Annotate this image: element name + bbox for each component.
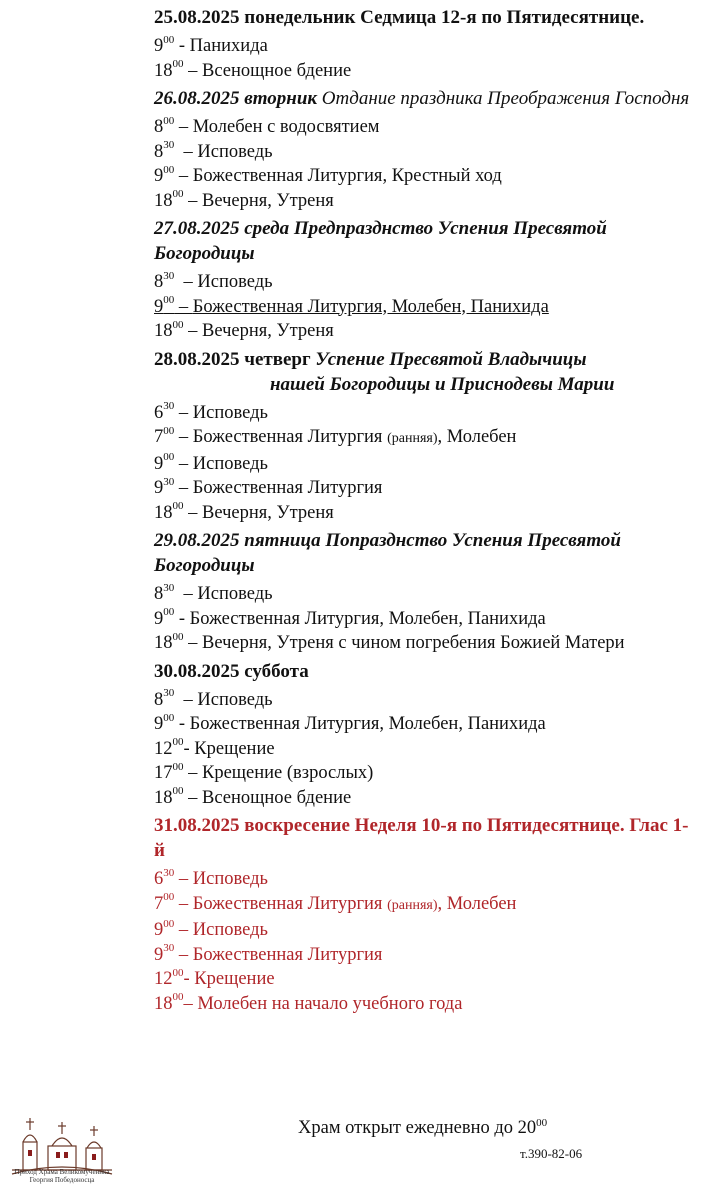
service-time-minutes: 00 xyxy=(172,966,184,979)
service-separator: – xyxy=(174,869,193,889)
service-time-minutes: 30 xyxy=(163,866,175,879)
service-item xyxy=(154,631,694,656)
service-time: 9 xyxy=(154,36,164,56)
service-name: Исповедь xyxy=(197,272,273,292)
day-heading xyxy=(154,812,694,863)
service-time: 9 xyxy=(154,296,164,317)
service-item xyxy=(154,918,694,943)
service-item xyxy=(154,607,694,632)
service-separator: – xyxy=(174,689,198,710)
schedule-day xyxy=(154,215,694,344)
service-separator: - xyxy=(174,714,190,734)
service-name-suffix: , Молебен xyxy=(437,893,517,914)
service-time: 6 xyxy=(154,402,164,423)
day-heading xyxy=(154,85,694,111)
service-name: Всенощное бдение xyxy=(202,787,352,808)
service-item xyxy=(154,401,694,426)
service-time-minutes: 00 xyxy=(172,760,184,773)
service-name: Вечерня, Утреня xyxy=(202,190,334,211)
service-item xyxy=(154,270,694,295)
service-separator: – xyxy=(174,402,193,423)
heading-text: Отдание праздника Преображения Господня xyxy=(321,88,690,109)
service-time-minutes: 30 xyxy=(163,942,175,955)
service-separator: - xyxy=(174,36,190,56)
service-separator: - xyxy=(183,738,195,759)
service-item xyxy=(154,786,694,811)
service-time: 6 xyxy=(154,869,164,889)
service-item xyxy=(154,712,694,737)
service-time-minutes: 30 xyxy=(163,139,175,152)
service-time-minutes: 00 xyxy=(172,785,184,798)
service-name: Божественная Литургия xyxy=(192,893,388,914)
day-heading xyxy=(154,658,694,684)
service-time-minutes: 00 xyxy=(172,500,184,513)
service-item xyxy=(154,867,694,892)
service-time-minutes: 00 xyxy=(163,424,175,437)
service-name: Молебен с водосвятием xyxy=(192,117,380,137)
service-separator: – xyxy=(174,584,198,604)
schedule-day xyxy=(154,4,694,83)
service-time: 18 xyxy=(154,633,173,653)
service-time: 7 xyxy=(154,427,164,447)
service-item xyxy=(154,501,694,526)
schedule-day xyxy=(154,812,694,1016)
service-item xyxy=(154,34,694,59)
service-name: Божественная Литургия, Молебен, Панихида xyxy=(189,714,546,734)
heading-text: Успение Пресвятой Владычицы xyxy=(315,348,587,370)
service-name: Исповедь xyxy=(192,920,268,940)
service-separator: – xyxy=(174,296,193,317)
open-hours-sup: 00 xyxy=(536,1116,548,1129)
logo-caption: Приход Храма Великомученика Георгия Победоносца xyxy=(14,1168,110,1184)
service-separator: – xyxy=(174,272,198,292)
service-time: 9 xyxy=(154,944,164,965)
service-item xyxy=(154,688,694,713)
service-separator: – xyxy=(174,453,193,474)
service-time-minutes: 00 xyxy=(172,58,184,71)
service-time: 18 xyxy=(154,787,173,808)
service-separator: – xyxy=(174,944,193,965)
schedule-day xyxy=(154,527,694,656)
service-time: 9 xyxy=(154,714,164,734)
service-name: Крещение xyxy=(194,738,275,759)
heading-text: нашей Богородицы и Приснодевы Марии xyxy=(270,373,615,395)
service-time: 9 xyxy=(154,608,164,629)
service-time: 8 xyxy=(154,689,164,710)
service-item xyxy=(154,319,694,344)
service-separator: – xyxy=(183,787,202,808)
service-time-minutes: 30 xyxy=(163,269,175,282)
service-item xyxy=(154,892,694,919)
service-time: 9 xyxy=(154,453,164,474)
service-separator: – xyxy=(174,141,198,162)
phone-number: т.390-82-06 xyxy=(520,1146,583,1161)
service-separator: – xyxy=(183,993,198,1014)
service-time-minutes: 30 xyxy=(163,687,175,700)
service-time-minutes: 00 xyxy=(163,163,175,176)
service-separator: – xyxy=(183,763,202,783)
service-time: 8 xyxy=(154,272,164,292)
service-separator: – xyxy=(183,60,202,81)
service-separator: – xyxy=(174,920,193,940)
service-time: 18 xyxy=(154,502,173,523)
service-time-minutes: 30 xyxy=(163,400,175,413)
service-name: Исповедь xyxy=(192,453,268,474)
service-item xyxy=(154,943,694,968)
service-name: Крещение xyxy=(194,969,275,989)
service-name: Вечерня, Утреня с чином погребения Божией Матери xyxy=(202,633,625,653)
service-item xyxy=(154,476,694,501)
service-separator: - xyxy=(183,969,195,989)
service-time: 7 xyxy=(154,893,164,914)
service-time-minutes: 00 xyxy=(172,318,184,331)
service-separator: – xyxy=(174,893,193,914)
service-separator: – xyxy=(174,166,193,186)
service-time-minutes: 00 xyxy=(172,630,184,643)
service-note: (ранняя) xyxy=(387,431,438,446)
service-time: 8 xyxy=(154,117,164,137)
service-name: Исповедь xyxy=(197,584,273,604)
service-time: 18 xyxy=(154,190,173,211)
service-name: Исповедь xyxy=(192,402,268,423)
service-name-suffix: , Молебен xyxy=(437,427,517,447)
service-separator: – xyxy=(174,478,193,498)
service-item xyxy=(154,967,694,992)
schedule-day xyxy=(154,346,694,526)
service-separator: – xyxy=(174,117,193,137)
service-name: Божественная Литургия xyxy=(192,944,383,965)
schedule-day xyxy=(154,658,694,811)
service-time: 9 xyxy=(154,920,164,940)
service-time: 18 xyxy=(154,321,173,341)
service-time-minutes: 00 xyxy=(172,991,184,1004)
service-name: Крещение (взрослых) xyxy=(202,763,374,783)
service-time: 9 xyxy=(154,166,164,186)
service-note: (ранняя) xyxy=(387,897,438,913)
service-time: 18 xyxy=(154,60,173,81)
service-name: Вечерня, Утреня xyxy=(202,321,334,341)
service-time-minutes: 00 xyxy=(163,451,175,464)
heading-text: 31.08.2025 воскресение Неделя 10-я по Пятидесятнице. Глас 1-й xyxy=(154,815,689,861)
service-time-minutes: 00 xyxy=(163,917,175,930)
service-time-minutes: 00 xyxy=(163,711,175,724)
service-name: Божественная Литургия xyxy=(192,427,388,447)
service-name: Божественная Литургия, Крестный ход xyxy=(192,166,502,186)
service-name: Вечерня, Утреня xyxy=(202,502,334,523)
service-name: Исповедь xyxy=(192,869,268,889)
service-time-minutes: 00 xyxy=(172,736,184,749)
service-name: Всенощное бдение xyxy=(202,60,352,81)
heading-text: 29.08.2025 пятница Попразднство Успения Пресвятой Богородицы xyxy=(154,530,621,576)
service-time: 9 xyxy=(154,478,164,498)
service-item xyxy=(154,189,694,214)
heading-text: 27.08.2025 среда Предпразднство Успения Пресвятой Богородицы xyxy=(154,218,607,264)
day-heading xyxy=(154,4,694,30)
service-item xyxy=(154,59,694,84)
service-item xyxy=(154,737,694,762)
service-time-minutes: 00 xyxy=(163,294,175,307)
service-name: Молебен на начало учебного года xyxy=(197,993,463,1014)
service-time-minutes: 00 xyxy=(163,33,175,46)
service-item xyxy=(154,452,694,477)
service-item xyxy=(154,582,694,607)
service-time-minutes: 00 xyxy=(163,114,175,127)
open-hours-text: Храм открыт ежедневно до 20 xyxy=(298,1118,537,1138)
service-name: Панихида xyxy=(189,36,268,56)
heading-text: 25.08.2025 понедельник Седмица 12-я по Пятидесятнице. xyxy=(154,7,645,28)
open-hours-note xyxy=(298,1118,547,1139)
service-time-minutes: 30 xyxy=(163,581,175,594)
service-separator: – xyxy=(183,190,202,211)
service-name: Исповедь xyxy=(197,689,273,710)
service-separator: – xyxy=(183,502,202,523)
service-item xyxy=(154,115,694,140)
service-time: 12 xyxy=(154,738,173,759)
service-item xyxy=(154,164,694,189)
service-time: 8 xyxy=(154,584,164,604)
service-separator: – xyxy=(183,321,202,341)
service-name: Исповедь xyxy=(197,141,273,162)
heading-text: 28.08.2025 четверг xyxy=(154,348,316,370)
service-time: 18 xyxy=(154,993,173,1014)
service-item xyxy=(154,295,694,320)
day-heading xyxy=(154,527,694,578)
service-item xyxy=(154,425,694,452)
service-time: 12 xyxy=(154,969,173,989)
service-name: Божественная Литургия, Молебен, Панихида xyxy=(189,608,546,629)
service-time-minutes: 30 xyxy=(163,475,175,488)
service-time-minutes: 00 xyxy=(172,188,184,201)
service-name: Божественная Литургия, Молебен, Панихида xyxy=(192,296,549,317)
service-name: Божественная Литургия xyxy=(192,478,383,498)
heading-text: 26.08.2025 вторник xyxy=(154,88,322,109)
service-time: 17 xyxy=(154,763,173,783)
service-separator: – xyxy=(183,633,202,653)
service-item xyxy=(154,761,694,786)
service-separator: - xyxy=(174,608,190,629)
service-time-minutes: 00 xyxy=(163,606,175,619)
day-heading xyxy=(154,346,694,397)
service-separator: – xyxy=(174,427,193,447)
schedule-day xyxy=(154,85,694,213)
service-item xyxy=(154,140,694,165)
heading-text: 30.08.2025 суббота xyxy=(154,660,309,682)
schedule xyxy=(154,4,694,1018)
day-heading xyxy=(154,215,694,266)
service-time-minutes: 00 xyxy=(163,891,175,904)
service-time: 8 xyxy=(154,141,164,162)
service-item xyxy=(154,992,694,1017)
